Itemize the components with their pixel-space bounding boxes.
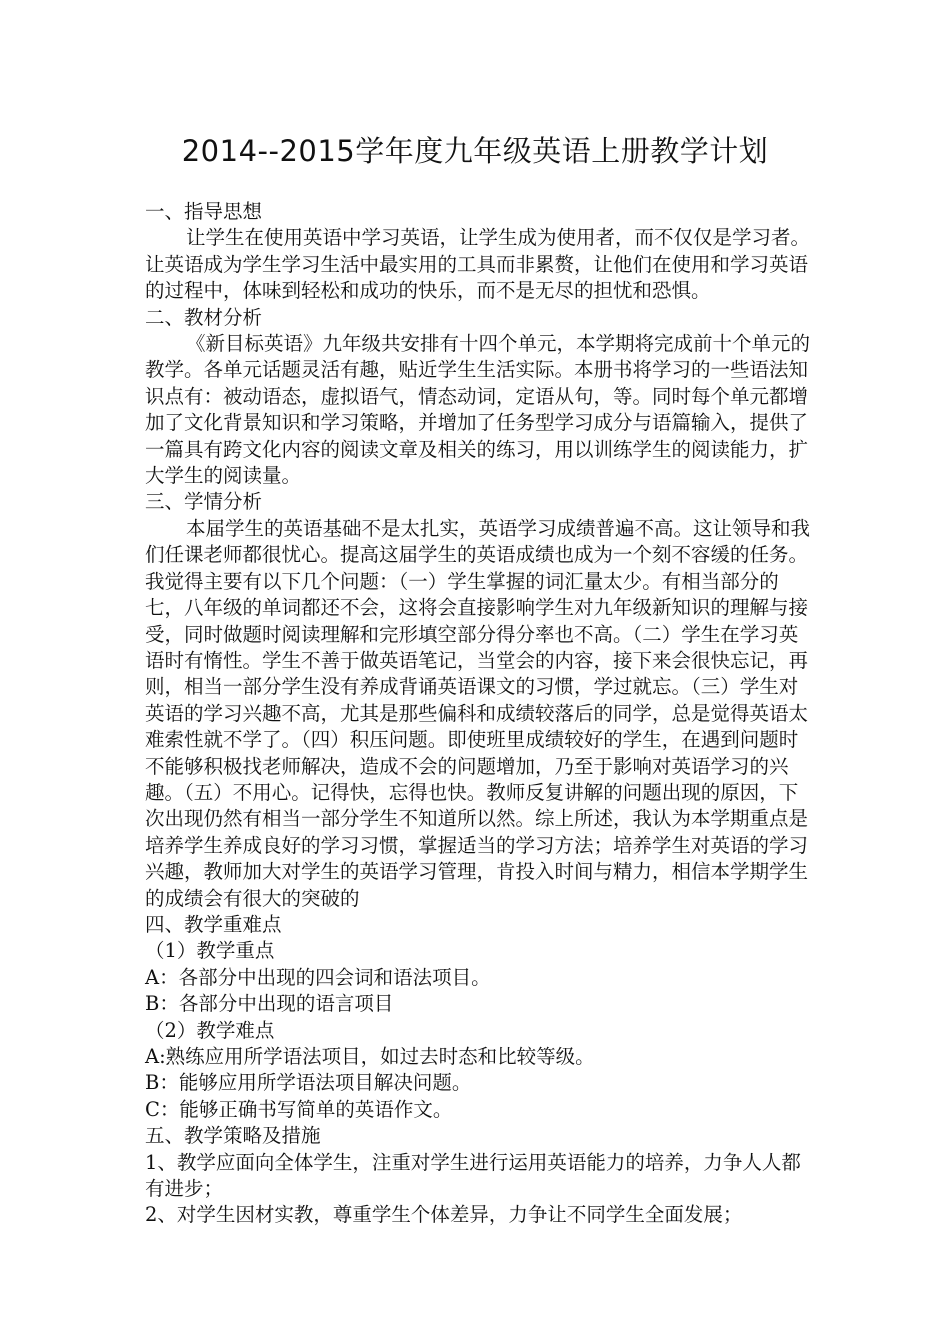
list-item-strategy-1: 1、教学应面向全体学生，注重对学生进行运用英语能力的培养，力争人人都有进步； <box>145 1150 801 1201</box>
list-item-difficulty-b: B：能够应用所学语法项目解决问题。 <box>145 1071 472 1095</box>
section-heading-strategies: 五、教学策略及措施 <box>145 1124 321 1148</box>
section-heading-guiding-ideology: 一、指导思想 <box>145 200 263 223</box>
paragraph-student-analysis: 本届学生的英语基础不是太扎实，英语学习成绩普遍不高。这让领导和我们任课老师都很忧心。提高这届学生的英语成绩也成为一个刻不容缓的任务。我觉得主要有以下几个问题：（一）学生掌握的词汇量太少。有相当部分的七，八年级的单词都还不会，这将会直接影响学生对九年级新知识的理解与接受，同时做题时阅读理解和完形填空部分得分率也不高。（二）学生在学习英语时有惰性。学生不善于做英语笔记，当堂会的内容，接下来会很快忘记，再则，相当一部分学生没有养成背诵英语课文的习惯，学过就忘。（三）学生对英语的学习兴趣不高，尤其是那些偏科和成绩较落后的同学，总是觉得英语太难索性就不学了。（四）积压问题。即使班里成绩较好的学生，在遇到问题时不能够积极找老师解决，造成不会的问题增加，乃至于影响对英语学习的兴趣。（五）不用心。记得快，忘得也快。教师反复讲解的问题出现的原因，下次出现仍然有相当一部分学生不知道所以然。综上所述，我认为本学期重点是培养学生养成良好的学习习惯，掌握适当的学习方法；培养学生对英语的学习兴趣，教师加大对学生的英语学习管理，肯投入时间与精力，相信本学期学生的成绩会有很大的突破的 <box>145 516 811 910</box>
list-item-difficulty-c: C：能够正确书写简单的英语作文。 <box>145 1097 453 1121</box>
list-item-focus-a: A：各部分中出现的四会词和语法项目。 <box>145 965 491 989</box>
document-body <box>145 199 817 1229</box>
list-item-difficulty-a: A:熟练应用所学语法项目，如过去时态和比较等级。 <box>145 1045 595 1068</box>
section-heading-student-analysis: 三、学情分析 <box>145 490 263 514</box>
paragraph-textbook-analysis: 《新目标英语》九年级共安排有十四个单元，本学期将完成前十个单元的教学。各单元话题灵活有趣，贴近学生生活实际。本册书将学习的一些语法知识点有：被动语态，虚拟语气，情态动词，定语从句，等。同时每个单元都增加了文化背景知识和学习策略，并增加了任务型学习成分与语篇输入，提供了一篇具有跨文化内容的阅读文章及相关的练习，用以训练学生的阅读能力，扩大学生的阅读量。 <box>145 332 811 488</box>
subheading-teaching-focus: （1）教学重点 <box>145 939 275 963</box>
list-item-strategy-2: 2、对学生因材实教，尊重学生个体差异，力争让不同学生全面发展； <box>145 1203 743 1227</box>
section-heading-key-points: 四、教学重难点 <box>145 912 282 936</box>
paragraph-guiding-ideology: 让学生在使用英语中学习英语，让学生成为使用者，而不仅仅是学习者。让英语成为学生学习生活中最实用的工具而非累赘，让他们在使用和学习英语的过程中，体味到轻松和成功的快乐，而不是无尽的担忧和恐惧。 <box>145 226 811 303</box>
subheading-teaching-difficulties: （2）教学难点 <box>145 1018 275 1042</box>
list-item-focus-b: B：各部分中出现的语言项目 <box>145 992 394 1016</box>
section-heading-textbook-analysis: 二、教材分析 <box>145 305 263 329</box>
document-title: 2014--2015学年度九年级英语上册教学计划 <box>181 134 769 168</box>
